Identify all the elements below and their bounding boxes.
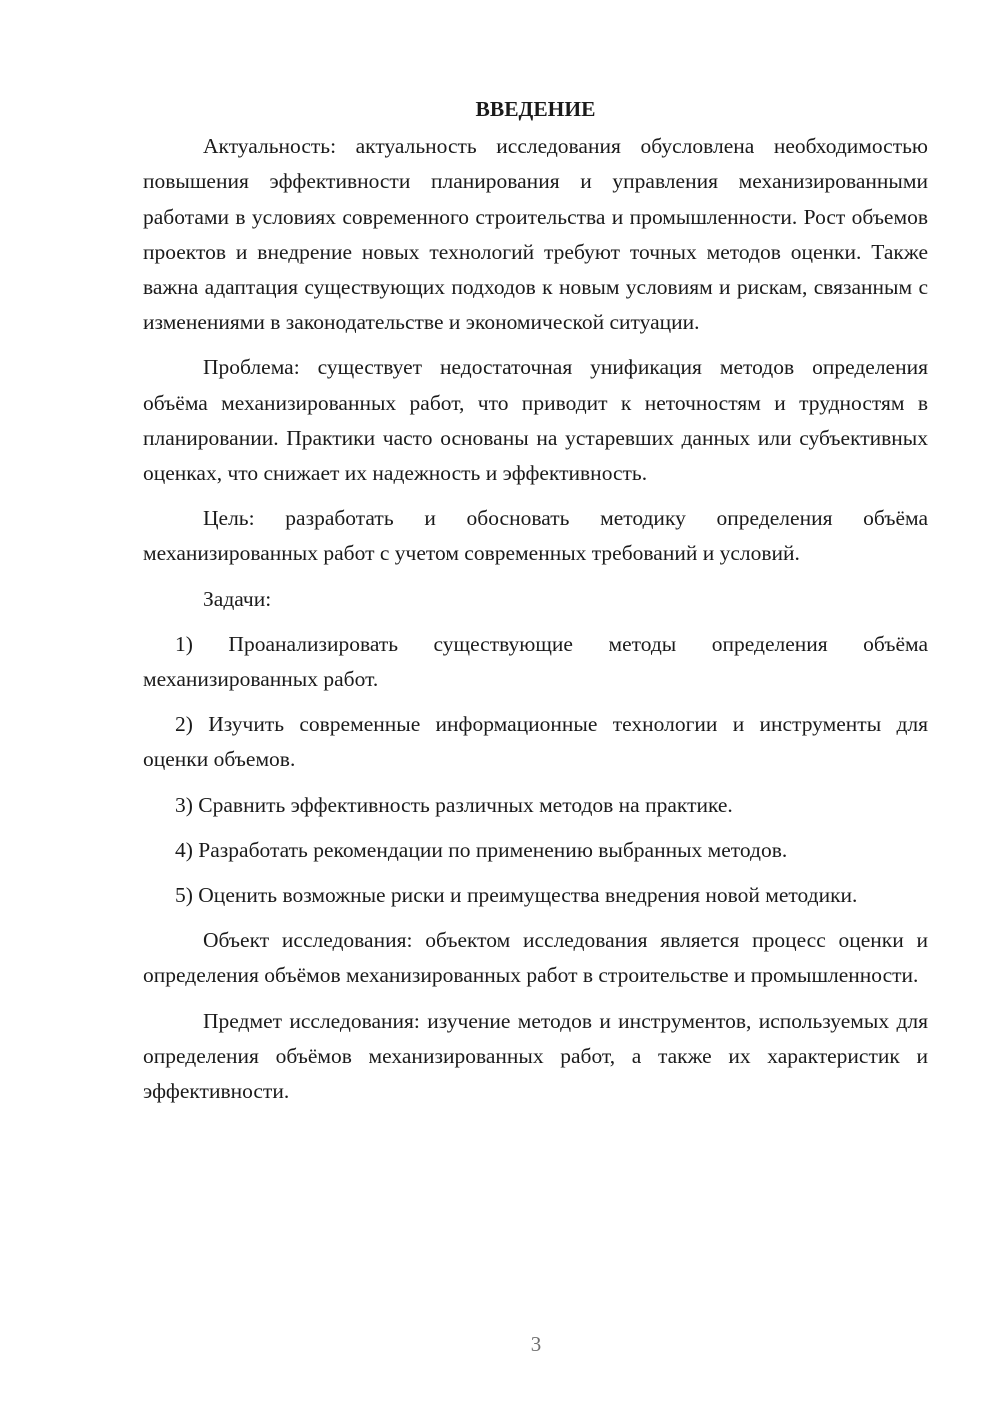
task-item: 4) Разработать рекомендации по применению выбранных методов.	[175, 837, 788, 862]
goal-paragraph: Цель: разработать и обосновать методику определения объёма механизированных работ с учетом современных требований и условий.	[143, 506, 928, 566]
problem-paragraph: Проблема: существует недостаточная унификация методов определения объёма механизированных работ, что приводит к неточностям и трудностям в планировании. Практики часто основаны на устаревших данных или субъективных оценках, что снижает их надежность и эффективность.	[143, 355, 928, 486]
tasks-list	[143, 627, 928, 913]
page-number: 3	[530, 1332, 542, 1356]
task-item: 3) Сравнить эффективность различных методов на практике.	[175, 792, 733, 817]
relevance-paragraph: Актуальность: актуальность исследования обусловлена необходимостью повышения эффективности планирования и управления механизированными работами в условиях современного строительства и промышленности. Рост объемов проектов и внедрение новых технологий требуют точных методов оценки. Также важна адаптация существующих подходов к новым условиям и рискам, связанным с изменениями в законодательстве и экономической ситуации.	[143, 134, 928, 335]
page-body	[143, 92, 928, 1119]
tasks-label: Задачи:	[203, 586, 272, 611]
task-item: 2) Изучить современные информационные технологии и инструменты для оценки объемов.	[143, 712, 928, 772]
subject-paragraph: Предмет исследования: изучение методов и инструментов, используемых для определения объёмов механизированных работ, а также их характеристик и эффективности.	[143, 1008, 928, 1104]
task-item: 5) Оценить возможные риски и преимущества внедрения новой методики.	[175, 883, 858, 908]
task-item: 1) Проанализировать существующие методы определения объёма механизированных работ.	[143, 631, 928, 692]
object-paragraph: Объект исследования: объектом исследования является процесс оценки и определения объёмов механизированных работ в строительстве и промышленности.	[143, 928, 928, 988]
section-heading: ВВЕДЕНИЕ	[475, 97, 596, 121]
